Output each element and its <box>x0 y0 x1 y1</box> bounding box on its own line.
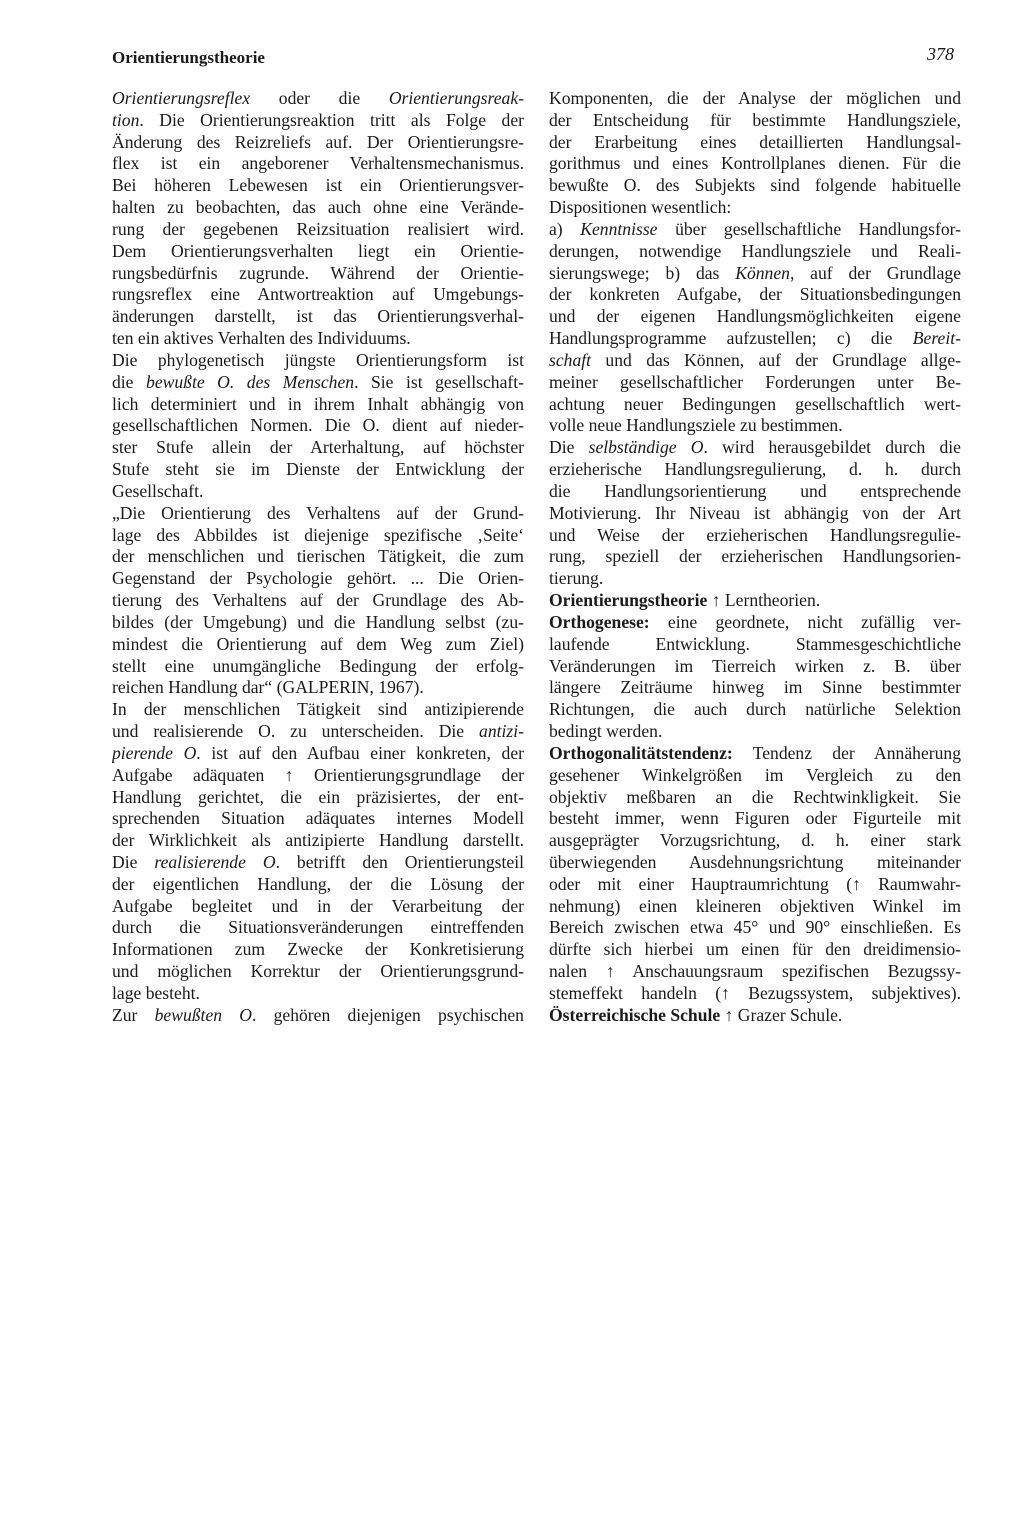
running-head: Orientierungstheorie <box>112 48 265 67</box>
text-line: Bei höheren Lebewesen ist ein Orientierungsver- <box>112 175 524 196</box>
text-line: mindest die Orientierung auf dem Weg zum Ziel) <box>112 633 524 654</box>
text-line: Die realisierende O. betrifft den Orientierungsteil <box>112 851 524 872</box>
text-line: besteht immer, wenn Figuren oder Figurteile mit <box>549 808 961 829</box>
text-line: Richtungen, die auch durch natürliche Selektion <box>549 699 961 720</box>
text-line: änderungen darstellt, ist das Orientierungsverhal- <box>112 306 524 327</box>
text-line: „Die Orientierung des Verhaltens auf der Grund- <box>112 502 524 523</box>
text-line: Informationen zum Zwecke der Konkretisierung <box>112 939 524 960</box>
text-line: Veränderungen im Tierreich wirken z. B. über <box>549 655 961 676</box>
text-line: lage besteht. <box>112 982 200 1003</box>
text-line: Die phylogenetisch jüngste Orientierungsform ist <box>112 349 524 370</box>
text-line: reichen Handlung dar“ (GALPERIN, 1967). <box>112 677 424 698</box>
text-line: Die selbständige O. wird herausgebildet durch die <box>549 437 961 458</box>
text-line: überwiegenden Ausdehnungsrichtung miteinander <box>549 851 961 872</box>
text-line: der eigentlichen Handlung, der die Lösung der <box>112 873 524 894</box>
text-line: Orthogenese: eine geordnete, nicht zufällig ver- <box>549 611 961 632</box>
text-line: derungen, notwendige Handlungsziele und Reali- <box>549 240 961 261</box>
text-line: tierung. <box>549 568 604 589</box>
text-line: der Erarbeitung eines detaillierten Handlungsal- <box>549 131 961 152</box>
text-line: stemeffekt handeln (↑ Bezugssystem, subjektives). <box>549 982 961 1003</box>
text-line: achtung neuer Bedingungen gesellschaftlich wert- <box>549 393 961 414</box>
text-line: rungsreflex eine Antwortreaktion auf Umgebungs- <box>112 284 524 305</box>
text-line: lage des Abbildes ist diejenige spezifische ‚Seite‘ <box>112 524 524 545</box>
text-line: Komponenten, die der Analyse der möglichen und <box>549 88 961 108</box>
text-line: Bereich zwischen etwa 45° und 90° einschließen. Es <box>549 917 961 938</box>
text-line: flex ist ein angeborener Verhaltensmechanismus. <box>112 153 524 174</box>
text-line: Gesellschaft. <box>112 480 204 501</box>
text-line: durch die Situationsveränderungen eintreffenden <box>112 917 524 938</box>
text-line: erzieherische Handlungsregulierung, d. h. durch <box>549 459 961 480</box>
text-line: Gegenstand der Psychologie gehört. ... Die Orien- <box>112 568 524 589</box>
text-line: der konkreten Aufgabe, der Situationsbedingungen <box>549 284 961 305</box>
text-line: stellt eine unumgängliche Bedingung der erfolg- <box>112 655 524 676</box>
text-line: der Wirklichkeit als antizipierte Handlung darstellt. <box>112 830 524 851</box>
page-number: 378 <box>927 44 954 64</box>
text-line: Aufgabe adäquaten ↑ Orientierungsgrundlage der <box>112 764 524 785</box>
text-line: laufende Entwicklung. Stammesgeschichtliche <box>549 633 961 654</box>
text-line: und realisierende O. zu unterscheiden. Die antizi- <box>112 721 524 742</box>
text-line: und der eigenen Handlungsmöglichkeiten eigene <box>549 306 961 327</box>
text-line: objektiv meßbaren an die Rechtwinkligkeit. Sie <box>549 786 961 807</box>
text-line: gorithmus und eines Kontrollplanes dienen. Für die <box>549 153 961 174</box>
text-line: Dem Orientierungsverhalten liegt ein Orientie- <box>112 240 524 261</box>
text-line: die bewußte O. des Menschen. Sie ist gesellschaft- <box>112 371 524 392</box>
text-line: halten zu beobachten, das auch ohne eine Verände- <box>112 197 524 218</box>
text-line: Österreichische Schule ↑ Grazer Schule. <box>549 1004 843 1025</box>
text-line: gesehener Winkelgrößen im Vergleich zu den <box>549 764 961 785</box>
text-line: tierung des Verhaltens auf der Grundlage des Ab- <box>112 590 524 611</box>
text-line: pierende O. ist auf den Aufbau einer konkreten, der <box>112 742 524 763</box>
text-line: schaft und das Können, auf der Grundlage allge- <box>549 349 961 370</box>
text-line: bedingt werden. <box>549 721 663 742</box>
text-line: tion. Die Orientierungsreaktion tritt als Folge der <box>112 109 524 130</box>
text-line: ster Stufe allein der Arterhaltung, auf höchster <box>112 437 524 458</box>
text-line: Dispositionen wesentlich: <box>549 197 732 218</box>
text-line: Stufe steht sie im Dienste der Entwicklung der <box>112 459 524 480</box>
text-line: sierungswege; b) das Können, auf der Grundlage <box>549 262 961 283</box>
text-line: In der menschlichen Tätigkeit sind antizipierende <box>112 699 524 720</box>
text-line: dürfte sich hierbei um einen für den dreidimensio- <box>549 939 961 960</box>
text-line: a) Kenntnisse über gesellschaftliche Handlungsfor- <box>549 218 961 239</box>
text-line: lich determiniert und in ihrem Inhalt abhängig von <box>112 393 524 414</box>
text-line: bildes (der Umgebung) und die Handlung selbst (zu- <box>112 611 524 632</box>
text-line: Änderung des Reizreliefs auf. Der Orientierungsre- <box>112 131 524 152</box>
text-line: nalen ↑ Anschauungsraum spezifischen Bezugssy- <box>549 961 961 982</box>
right-column <box>549 88 961 1027</box>
text-line: Orientierungstheorie ↑ Lerntheorien. <box>549 590 821 611</box>
left-column <box>112 88 524 1027</box>
text-line: längere Zeiträume hinweg im Sinne bestimmter <box>549 677 961 698</box>
text-line: meiner gesellschaftlicher Forderungen unter Be- <box>549 371 961 392</box>
text-line: rung, speziell der erzieherischen Handlungsorien- <box>549 546 961 567</box>
text-line: rung der gegebenen Reizsituation realisiert wird. <box>112 218 524 239</box>
text-line: der Entscheidung für bestimmte Handlungsziele, <box>549 109 961 130</box>
text-line: Handlungsprogramme aufzustellen; c) die Bereit- <box>549 328 961 349</box>
text-line: Orientierungsreflex oder die Orientierungsreak- <box>112 88 524 108</box>
text-line: gesellschaftlichen Normen. Die O. dient auf nieder- <box>112 415 524 436</box>
text-line: sprechenden Situation adäquates internes Modell <box>112 808 524 829</box>
text-line: oder mit einer Hauptraumrichtung (↑ Raumwahr- <box>549 873 961 894</box>
text-line: volle neue Handlungsziele zu bestimmen. <box>549 415 843 436</box>
text-line: bewußte O. des Subjekts sind folgende habituelle <box>549 175 961 196</box>
text-line: Orthogonalitätstendenz: Tendenz der Annäherung <box>549 742 961 763</box>
text-line: Aufgabe begleitet und in der Verarbeitung der <box>112 895 524 916</box>
text-line: die Handlungsorientierung und entsprechende <box>549 480 961 501</box>
text-line: Motivierung. Ihr Niveau ist abhängig von der Art <box>549 502 961 523</box>
text-line: Handlung gerichtet, die ein präzisiertes, der ent- <box>112 786 524 807</box>
text-line: ten ein aktives Verhalten des Individuums. <box>112 328 411 349</box>
text-line: und möglichen Korrektur der Orientierungsgrund- <box>112 961 524 982</box>
text-line: Zur bewußten O. gehören diejenigen psychischen <box>112 1004 524 1025</box>
text-line: ausgeprägter Vorzugsrichtung, d. h. einer stark <box>549 830 961 851</box>
text-line: und Weise der erzieherischen Handlungsregulie- <box>549 524 961 545</box>
text-line: rungsbedürfnis zugrunde. Während der Orientie- <box>112 262 524 283</box>
text-line: nehmung) einen kleineren objektiven Winkel im <box>549 895 961 916</box>
text-line: der menschlichen und tierischen Tätigkeit, die zum <box>112 546 524 567</box>
